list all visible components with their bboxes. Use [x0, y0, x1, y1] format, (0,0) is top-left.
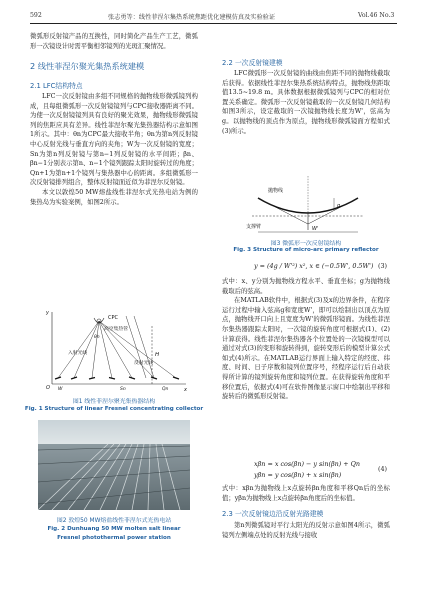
- figure-2-photo: [38, 420, 190, 510]
- mirror-3: [89, 378, 95, 380]
- fig3-caption-cn: 图3 微弧形一次反射镜结构: [270, 241, 342, 247]
- label-theta: θn: [94, 335, 100, 340]
- fig3-caption-en: Fig. 3 Structure of micro-arc primary reflector: [233, 247, 379, 253]
- header-rule: [30, 23, 397, 24]
- support-arm-right: [308, 198, 358, 224]
- right-para-23: [222, 521, 390, 541]
- fig1-caption-cn: 图1 线性菲涅尔聚光集热器结构: [72, 399, 156, 405]
- section-2-1-title: 2.1 LFC结构特点: [30, 82, 83, 90]
- equation-3: y = (4g / W'²) x², x ∈ (−0.5W', 0.5W'): [254, 262, 374, 270]
- section-2-title: 2 线性菲涅尔聚光集热系统建模: [30, 61, 145, 71]
- label-W: W: [58, 387, 63, 392]
- equation-4b: yβn = y cos(βn) + x sin(βn): [254, 471, 342, 479]
- label-reflected: 反射光线: [134, 361, 154, 366]
- fig2-caption-en: Fig. 2 Dunhuang 50 MW molten salt linear Fresnel photothermal power station: [47, 526, 181, 541]
- figure-1-diagram: [34, 306, 196, 392]
- right-para-22d: [222, 484, 390, 504]
- mirror-1: [55, 377, 61, 379]
- fig1-caption-en: Fig. 1 Structure of linear Fresnel concentrating collector: [24, 406, 204, 412]
- right-para-22b: [222, 277, 390, 455]
- label-mirror: 抛物线: [268, 188, 284, 194]
- equation-4-number: (4): [378, 465, 388, 473]
- mirror-2: [71, 377, 77, 379]
- label-y: y: [46, 310, 49, 316]
- label-x: x: [184, 387, 187, 392]
- para-22d: 式中：xβn为抛物线上x点旋转βn角度和平移Qn后的坐标值；yβn为抛物线上x点旋转βn角度后的坐标值。: [222, 485, 390, 502]
- section-2-3-title: 2.3 一次反射镜边沿反射光路建模: [222, 510, 324, 518]
- label-O: O: [46, 385, 50, 391]
- label-receiver: 高空集热管: [104, 327, 128, 332]
- sky: [38, 420, 190, 444]
- volume-label: Vol.46 No.3: [358, 12, 395, 19]
- para-22b: 式中：x、y分别为抛物线方程水平、垂直坐标；g为抛物线截取后的弦高。: [222, 278, 390, 295]
- mirror-4: [109, 378, 115, 380]
- label-W-prime: W': [312, 226, 319, 232]
- para-22c: 在MATLAB软件中，根据式(3)及x的边界条件，在程序运行过程中输入弦高g和宽度W'，即可以绘制出以顶点为原点，抛物线开口向上且宽度为W'的微弧形镜面。为线性菲涅尔集热器跟踪太阳时，一次镜的旋转角度可根据式(1)、(2)计算获得。线性菲涅尔集热器各个位置处的一次镜模型可以通过对式(3)的变形和旋转得到，旋转变形后的模型计算公式如式(4)所示。在MATLAB运行界面上输入特定的经度、纬度、时间、日子序数和镜列位置序号，经程序运行后自动获得所计算的镜列旋转角度和镜列位置。在获得旋转角度和平移位置后，依据式(4)可在软件图像显示窗口中绘制出平移和旋转后的微弧形反射镜。: [222, 297, 390, 401]
- para-22: LFC微弧形一次反射镜的曲线由焦距不同的抛物线截取后获得。依据线性菲涅尔集热系统结构特点，抛物线焦距取值13.5~19.8 m。具体数据根据微弧镜列与CPC的相对位置关系确定。微弧形一次反射镜截取的一次反射镜几何结构如图3所示，设定截取的一次镜抛物线长度为W'，弦高为g。以抛物线的顶点作为原点，抛物线形微弧镜面方程如式(3)所示。: [222, 70, 390, 135]
- label-Q: Qn: [162, 387, 169, 392]
- label-g: g: [337, 203, 341, 209]
- mirror-7: [173, 377, 179, 379]
- label-cpc: CPC: [108, 315, 118, 321]
- equation-4a: xβn = x cos(βn) − y sin(βn) + Qn: [254, 460, 361, 468]
- right-para-22: [222, 69, 390, 167]
- fig2-caption-cn: 图2 敦煌50 MW熔盐线性菲涅尔式光热电站: [56, 518, 172, 524]
- equation-3-number: (3): [378, 262, 388, 270]
- label-S: Sn: [120, 387, 126, 392]
- section-2-2-title: 2.2 一次反射镜建模: [222, 59, 283, 67]
- label-H: H: [155, 352, 160, 358]
- mirror-field: [38, 444, 190, 510]
- label-incident: 入射光线: [68, 351, 88, 356]
- incident-ray-1: [134, 316, 154, 378]
- para-21: LFC一次反射镜由多组不同规格的抛物线形微弧镜列构成，且每组微弧形一次反射镜镜列与CPC接收器距离不同。为使一次反射镜镜列具有良好的聚光效果，抛物线形微弧镜列的焦距应具有差异。线性菲涅尔聚光集热器结构示意如图1所示。其中：θn为CPC最大接收半角；θn为第n列反射镜中心反射光线与垂直方向的夹角；W为一次反射镜的宽度；Sn为第n列反射镜与第n−1列反射镜的水平间距；βn、βn−1分别表示第n、n−1个镜列跟踪太阳时旋转过的角度；Qn+1为第n+1个镜列与集热器中心的距离。多组微弧形一次反射镜排列组合，整体反射镜面近似为菲涅尔反射镜。: [30, 93, 198, 187]
- figure-3-diagram: [244, 170, 370, 236]
- left-para-21: [30, 92, 198, 306]
- intro-paragraph: 微弧形反射镜产品的互换性，同时简化产品生产工艺，微弧形一次镜设计时需平衡相邻镜列的光斑汇聚情况。: [30, 33, 198, 50]
- left-intro: [30, 32, 198, 51]
- incident-ray-2: [126, 316, 146, 378]
- reflected-ray-2: [74, 321, 99, 378]
- para-23: 第n列微弧镜对平行太阳光的反射示意如图4所示，微弧镜列左侧端点处的反射光线与接收: [222, 522, 390, 539]
- label-support: 支撑臂: [246, 224, 262, 230]
- page-number: 592: [30, 12, 42, 19]
- mirror-5: [129, 377, 135, 379]
- para-21b: 本文以敦煌50 MW熔盐线性菲涅尔式光热电站为例的集热岛为实验案例，如图2所示。: [30, 188, 198, 206]
- support-arm-left: [258, 198, 308, 224]
- running-title: 张志勇等：线性菲涅尔集热系统焦距优化建模仿真及实验验证: [108, 14, 276, 21]
- parabolic-mirror: [258, 198, 358, 213]
